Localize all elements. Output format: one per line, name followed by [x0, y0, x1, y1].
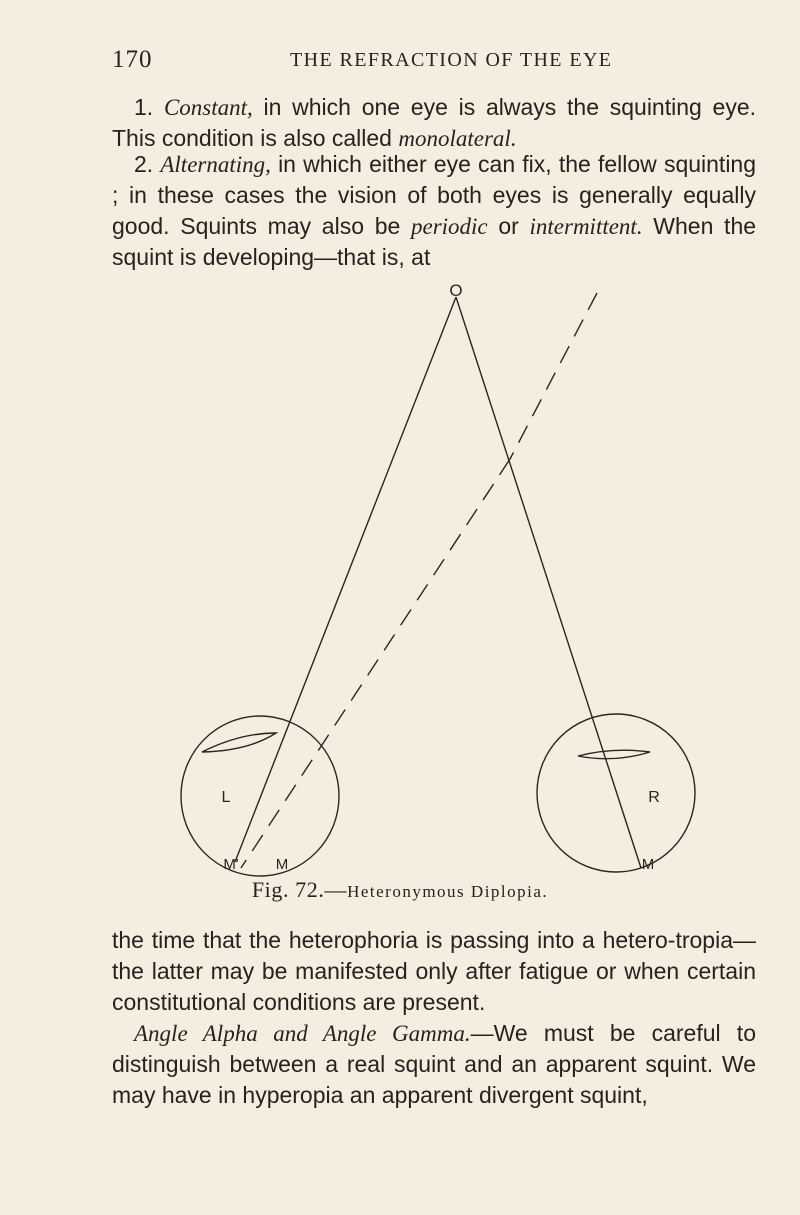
- caption-prefix: Fig. 72.—: [251, 877, 348, 902]
- term-periodic: periodic: [410, 214, 488, 239]
- item-text: in which one eye is always the squinting eye. This condition is also called: [112, 94, 757, 151]
- term-intermittent: intermittent.: [529, 214, 643, 239]
- term-alternating: Alternating,: [160, 152, 271, 177]
- conjunction: or: [498, 213, 519, 239]
- item-number: 2.: [134, 151, 154, 177]
- ray-o-to-right-eye: [456, 297, 641, 868]
- term-constant: Constant,: [163, 95, 253, 120]
- left-eye-circle: [181, 716, 339, 876]
- label-o: O: [449, 281, 463, 300]
- label-m-left: M: [275, 856, 289, 873]
- item-text-continued: When the squint is developing—that is, at: [112, 213, 757, 270]
- label-m-right: M: [641, 856, 655, 873]
- page-number: 170: [112, 46, 153, 73]
- dashed-ray-to-left-macula: [241, 459, 510, 868]
- paragraph-angle-alpha: [112, 1018, 756, 1111]
- left-eye-lens: [202, 733, 276, 752]
- caption-title: Heteronymous Diplopia.: [347, 882, 549, 901]
- dashed-ray-false-image: [510, 293, 597, 459]
- term-angle-alpha-gamma: Angle Alpha and Angle Gamma.: [134, 1021, 471, 1046]
- label-l: L: [221, 789, 231, 806]
- paragraph-continued: the time that the heterophoria is passing into a hetero-tropia—the latter may be manifested only after fatigue or when certain constitutional conditions are present.: [112, 927, 756, 1015]
- right-eye-lens: [578, 750, 650, 759]
- running-head: THE REFRACTION OF THE EYE: [290, 49, 613, 71]
- paragraph-text: —We must be careful to distinguish between a real squint and an apparent squint. We may have in hyperopia an apparent divergent squint,: [112, 1020, 756, 1108]
- ray-o-to-left-eye: [235, 297, 456, 862]
- term-monolateral: monolateral.: [398, 126, 517, 151]
- label-r: R: [648, 789, 660, 806]
- label-m-prime: M': [223, 856, 239, 873]
- item-number: 1.: [134, 94, 154, 120]
- figure-caption: [0, 877, 800, 903]
- item-text: in which either eye can fix, the fellow squinting ; in these cases the vision of both eyes is generally equally good. Squints may also be: [112, 151, 757, 239]
